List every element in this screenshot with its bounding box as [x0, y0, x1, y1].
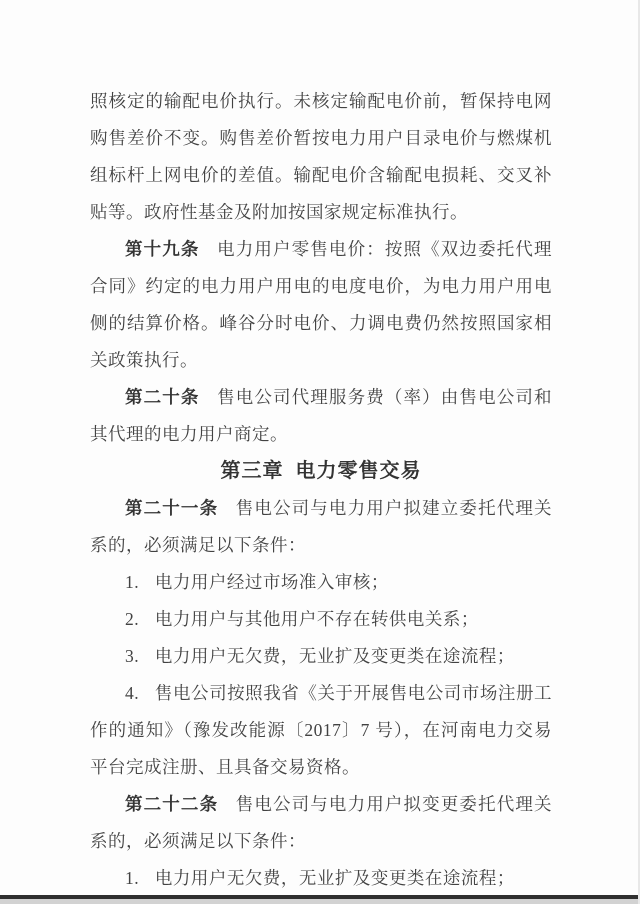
- article-22-text: 售电公司与电力用户拟变更委托代理关系的，必须满足以下条件：: [90, 794, 553, 851]
- photo-bottom-edge-strip: [0, 899, 638, 904]
- article-20-text: 售电公司代理服务费（率）由售电公司和其代理的电力用户商定。: [90, 387, 553, 444]
- paragraph-article-21: [90, 490, 552, 564]
- article-21-item-3: [90, 638, 552, 675]
- article-21-item-1-number: 1.: [125, 572, 140, 592]
- article-21-label: 第二十一条: [125, 498, 219, 518]
- paragraph-article-19: [90, 231, 552, 379]
- article-21-item-4: [90, 675, 552, 786]
- chapter-3-number: 第三章: [220, 460, 284, 482]
- article-21-item-3-text: 电力用户无欠费，无业扩及变更类在途流程；: [154, 646, 515, 666]
- article-22-item-1: [90, 860, 552, 897]
- article-21-item-2-text: 电力用户与其他用户不存在转供电关系；: [154, 609, 479, 629]
- article-19-label: 第十九条: [125, 239, 200, 259]
- article-21-item-3-number: 3.: [125, 646, 140, 666]
- article-21-text: 售电公司与电力用户拟建立委托代理关系的，必须满足以下条件：: [90, 498, 553, 555]
- article-22-item-1-number: 1.: [125, 868, 140, 888]
- article-19-text: 电力用户零售电价：按照《双边委托代理合同》约定的电力用户用电的电度电价，为电力用户用电侧的结算价格。峰谷分时电价、力调电费仍然按照国家相关政策执行。: [90, 239, 553, 370]
- article-21-item-1: [90, 564, 552, 601]
- document-text-block: [90, 83, 552, 897]
- article-21-item-2-number: 2.: [125, 609, 140, 629]
- paragraph-article-20: [90, 379, 552, 453]
- article-21-item-2: [90, 601, 552, 638]
- article-21-item-4-text: 售电公司按照我省《关于开展售电公司市场注册工作的通知》（豫发改能源〔2017〕7 号），在河南电力交易平台完成注册、且具备交易资格。: [90, 683, 552, 777]
- chapter-3-heading: [90, 453, 552, 490]
- article-20-label: 第二十条: [125, 387, 200, 407]
- chapter-3-title: 电力零售交易: [295, 460, 422, 482]
- paragraph-article-22: [90, 786, 552, 860]
- paragraph-transmission-price-continuation: 照核定的输配电价执行。未核定输配电价前，暂保持电网购售差价不变。购售差价暂按电力用户目录电价与燃煤机组标杆上网电价的差值。输配电价含输配电损耗、交叉补贴等。政府性基金及附加按国家规定标准执行。: [90, 91, 552, 222]
- article-22-item-1-text: 电力用户无欠费，无业扩及变更类在途流程；: [154, 868, 515, 888]
- article-22-label: 第二十二条: [125, 794, 219, 814]
- article-21-item-4-number: 4.: [125, 683, 140, 703]
- article-21-item-1-text: 电力用户经过市场准入审核；: [154, 572, 389, 592]
